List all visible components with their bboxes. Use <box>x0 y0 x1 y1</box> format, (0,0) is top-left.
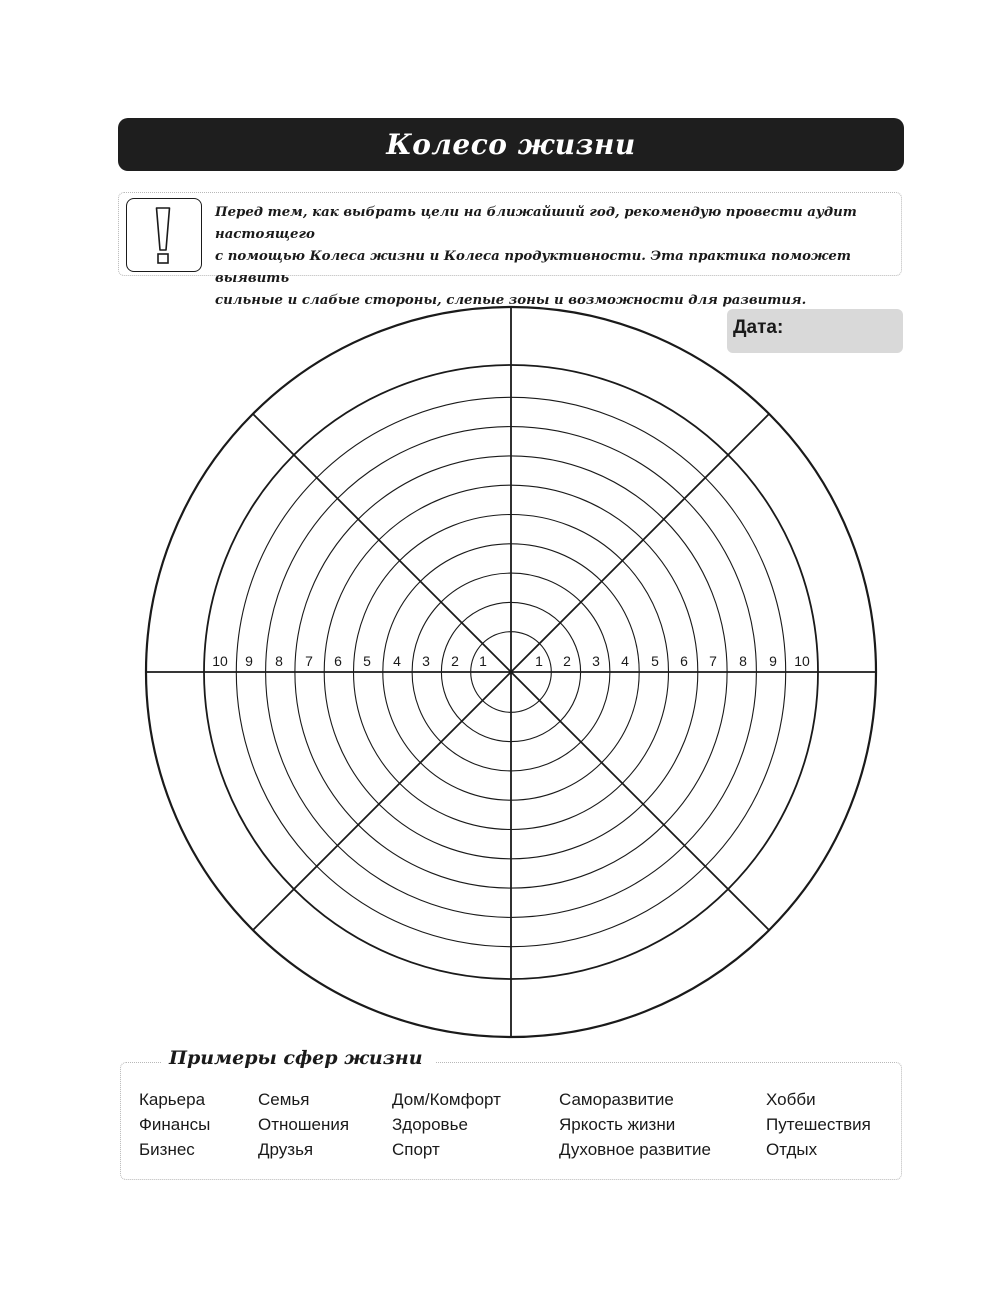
wheel-spoke <box>253 672 511 930</box>
wheel-scale-label: 4 <box>393 653 401 669</box>
list-item: Отдых <box>766 1140 818 1159</box>
list-item: Спорт <box>392 1140 440 1159</box>
note-line-3: сильные и слабые стороны, слепые зоны и возможности для развития. <box>215 293 807 308</box>
wheel-scale-label: 6 <box>680 653 688 669</box>
wheel-scale-label: 3 <box>592 653 600 669</box>
wheel-scale-label: 3 <box>422 653 430 669</box>
wheel-scale-label: 2 <box>451 653 459 669</box>
list-item: Карьера <box>139 1090 206 1109</box>
list-item: Духовное развитие <box>559 1140 711 1159</box>
examples-title: Примеры сфер жизни <box>161 1047 435 1069</box>
list-item: Отношения <box>258 1115 350 1134</box>
note-line-2: с помощью Колеса жизни и Колеса продуктивности. Эта практика поможет выявить <box>215 249 851 286</box>
wheel-scale-label: 8 <box>275 653 283 669</box>
wheel-scale-label: 10 <box>794 653 810 669</box>
examples-column-4 <box>559 1087 711 1162</box>
wheel-scale-label: 10 <box>212 653 228 669</box>
list-item: Семья <box>258 1090 310 1109</box>
wheel-scale-label: 1 <box>535 653 543 669</box>
examples-column-3 <box>392 1087 501 1162</box>
examples-column-5 <box>766 1087 871 1162</box>
wheel-spoke <box>253 414 511 672</box>
list-item: Здоровье <box>392 1115 468 1134</box>
wheel-spokes <box>146 307 876 1037</box>
wheel-scale-label: 8 <box>739 653 747 669</box>
wheel-spoke <box>511 672 769 930</box>
list-item: Путешествия <box>766 1115 871 1134</box>
list-item: Саморазвитие <box>559 1090 674 1109</box>
date-label: Дата: <box>733 317 784 338</box>
wheel-scale-label: 7 <box>709 653 717 669</box>
list-item: Друзья <box>258 1140 314 1159</box>
wheel-scale-label: 7 <box>305 653 313 669</box>
wheel-spoke <box>511 414 769 672</box>
wheel-scale-label: 1 <box>479 653 487 669</box>
wheel-scale-label: 5 <box>363 653 371 669</box>
list-item: Дом/Комфорт <box>392 1090 501 1109</box>
note-line-1: Перед тем, как выбрать цели на ближайший год, рекомендую провести аудит настоящего <box>215 205 857 242</box>
examples-column-2 <box>258 1087 349 1162</box>
wheel-scale-label: 6 <box>334 653 342 669</box>
examples-box <box>120 1047 902 1180</box>
wheel-scale-label: 9 <box>769 653 777 669</box>
wheel-scale-label: 9 <box>245 653 253 669</box>
list-item: Финансы <box>139 1115 211 1134</box>
wheel-scale-label: 2 <box>563 653 571 669</box>
page-title: Колесо жизни <box>386 128 636 161</box>
list-item: Бизнес <box>139 1140 195 1159</box>
list-item: Хобби <box>766 1090 816 1109</box>
examples-column-1 <box>139 1087 210 1162</box>
list-item: Яркость жизни <box>559 1115 676 1134</box>
wheel-scale-label: 5 <box>651 653 659 669</box>
wheel-scale-label: 4 <box>621 653 629 669</box>
